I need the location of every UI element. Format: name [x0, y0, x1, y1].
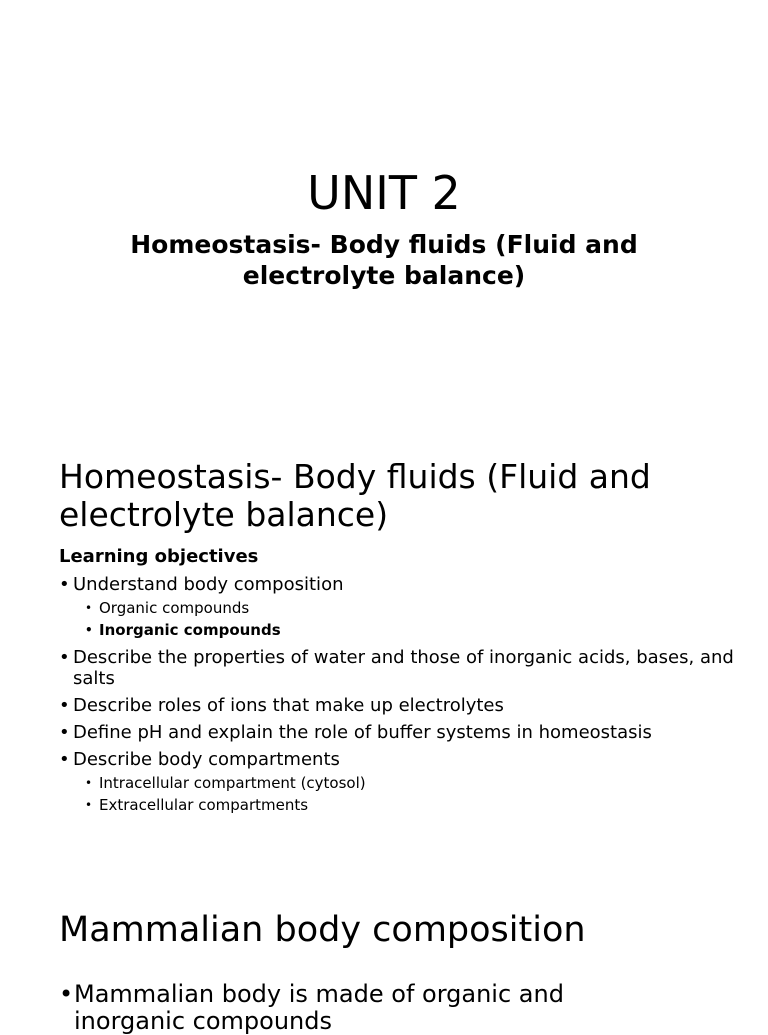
objective-subitem: • Inorganic compounds [73, 619, 749, 641]
slide-objectives [0, 440, 768, 870]
objective-item: • Define pH and explain the role of buffer systems in homeostasis [59, 722, 749, 743]
objective-sublist [73, 772, 749, 816]
objective-item: • Describe the properties of water and those of inorganic acids, bases, and salts [59, 647, 749, 689]
objective-text: Describe body compartments [73, 749, 340, 770]
slide-objectives-body [59, 546, 749, 822]
slide-composition-title: Mammalian body composition [59, 910, 586, 950]
objective-item [59, 574, 749, 641]
slide-composition [0, 895, 768, 1035]
slide-objectives-title: Homeostasis- Body fluids (Fluid and electrolyte balance) [59, 457, 651, 534]
objective-item [59, 749, 749, 816]
unit-title: UNIT 2 [307, 166, 461, 220]
objective-subitem: • Intracellular compartment (cytosol) [73, 772, 749, 794]
composition-item: • Mammalian body is made of organic and inorganic compounds [59, 981, 659, 1035]
slide-composition-body [59, 981, 659, 1035]
objective-subitem: • Organic compounds [73, 597, 749, 619]
objective-item: • Describe roles of ions that make up electrolytes [59, 695, 749, 716]
learning-objectives-heading: Learning objectives [59, 546, 259, 567]
objective-subitem: • Extracellular compartments [73, 794, 749, 816]
objective-text: Understand body composition [73, 574, 344, 595]
objective-sublist [73, 597, 749, 641]
objectives-list [59, 574, 749, 816]
composition-list [59, 981, 659, 1035]
slide-title [0, 0, 768, 400]
unit-subtitle: Homeostasis- Body fluids (Fluid and electrolyte balance) [130, 230, 638, 290]
